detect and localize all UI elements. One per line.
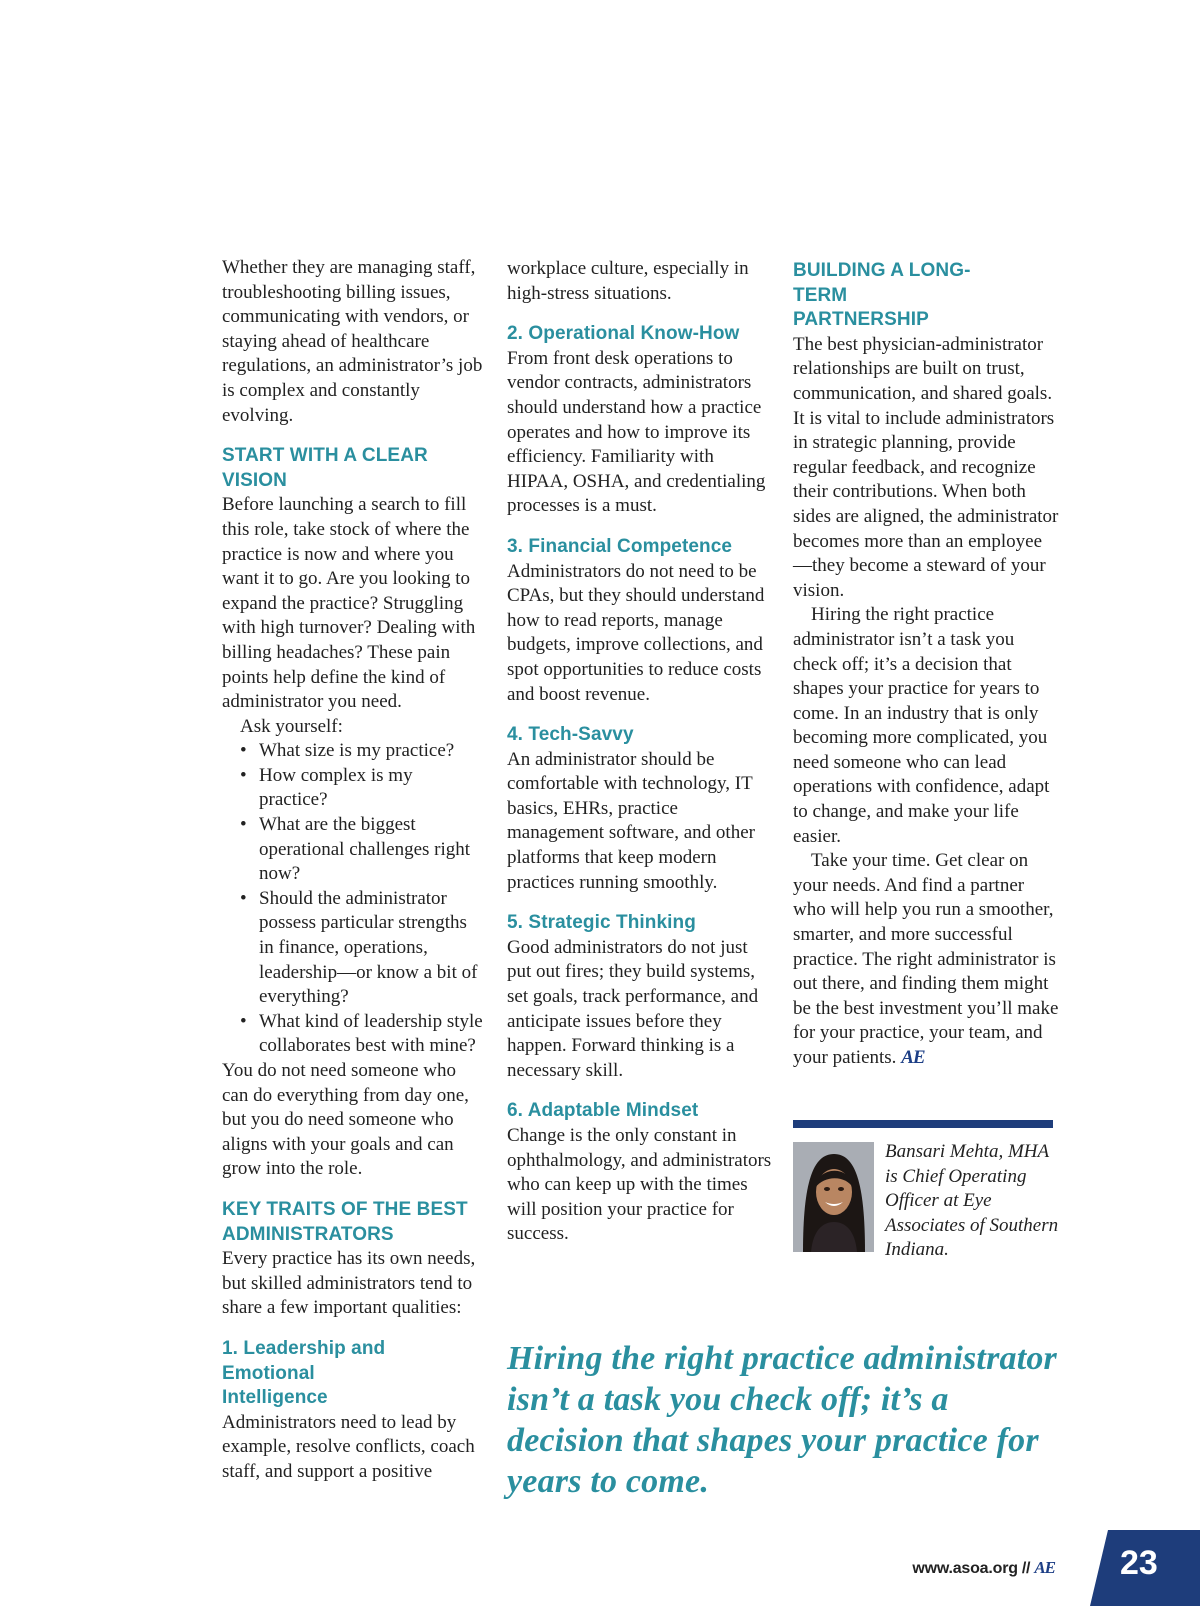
list-item: • What size is my practice? [240, 739, 484, 764]
list-item: • What kind of leadership style collaborates best with mine? [240, 1010, 484, 1059]
partnership-paragraph: The best physician-administrator relationships are built on trust, communication, and shared goals. It is vital to include administrators in strategic planning, provide regular feedback, and recognize their contributions. When both sides are aligned, the administrator becomes more than an employee—they become a steward of your vision. [793, 333, 1059, 601]
traits-heading: KEY TRAITS OF THE BEST ADMINISTRATORS [222, 1198, 468, 1245]
pull-quote: Hiring the right practice administrator isn’t a task you check off; it’s a decision that shapes your practice for years to come. [507, 1340, 1057, 1500]
author-portrait-icon [793, 1142, 874, 1252]
list-item: • Should the administrator possess particular strengths in finance, operations, leadership—or know a bit of everything? [240, 887, 484, 1010]
trait1-paragraph: Administrators need to lead by example, resolve conflicts, coach staff, and support a positive [222, 1411, 475, 1482]
column-3 [793, 259, 1059, 1071]
partnership-heading: BUILDING A LONG-TERM PARTNERSHIP [793, 260, 971, 331]
page-number-tab [1090, 1530, 1200, 1606]
author-photo [793, 1142, 874, 1252]
trait1-heading: 1. Leadership and Emotional Intelligence [222, 1337, 386, 1409]
trait6-paragraph: Change is the only constant in ophthalmology, and administrators who can keep up with the times will position your practice for success. [507, 1125, 772, 1245]
website-link[interactable]: www.asoa.org [912, 1560, 1018, 1577]
trait4-heading: 4. Tech-Savvy [507, 724, 634, 746]
vision-heading: START WITH A CLEAR VISION [222, 445, 428, 491]
trait6-heading: 6. Adaptable Mindset [507, 1100, 699, 1122]
trait5-paragraph: Good administrators do not just put out fires; they build systems, set goals, track performance, and anticipate issues before they happen. Forward thinking is a necessary skill. [507, 936, 759, 1081]
ask-yourself: Ask yourself: [240, 715, 343, 737]
footer-separator: // [1021, 1560, 1031, 1577]
author-bio: Bansari Mehta, MHA is Chief Operating Officer at Eye Associates of Southern Indiana. [885, 1141, 1059, 1261]
question-list [222, 739, 484, 1059]
footer-url [912, 1558, 1055, 1578]
hiring-paragraph: Hiring the right practice administrator isn’t a task you check off; it’s a decision that shapes your practice for years to come. In an industry that is only becoming more complicated, you need someone who can lead operations with confidence, adapt to change, and make your life easier. [793, 604, 1050, 847]
page-number: 23 [1120, 1544, 1158, 1582]
trait3-paragraph: Administrators do not need to be CPAs, but they should understand how to read reports, manage budgets, improve collections, and spot opportunities to reduce costs and boost revenue. [507, 560, 765, 705]
column-2 [507, 257, 775, 1247]
trait5-heading: 5. Strategic Thinking [507, 912, 696, 934]
footer-brand-logo: AE [1034, 1558, 1055, 1577]
traits-paragraph: Every practice has its own needs, but skilled administrators tend to share a few important qualities: [222, 1248, 476, 1319]
trait1-continued: workplace culture, especially in high-stress situations. [507, 258, 749, 304]
trait2-heading: 2. Operational Know-How [507, 323, 740, 345]
trait4-paragraph: An administrator should be comfortable with technology, IT basics, EHRs, practice management software, and other platforms that keep modern practices running smoothly. [507, 748, 755, 893]
closing-paragraph [793, 849, 1059, 1070]
intro-paragraph: Whether they are managing staff, troubleshooting billing issues, communicating with vendors, or staying ahead of healthcare regulations, an administrator’s job is complex and constantly evolving. [222, 257, 483, 426]
end-mark-logo: AE [901, 1047, 925, 1068]
column-1 [222, 256, 484, 1485]
author-divider [793, 1120, 1053, 1128]
need-paragraph: You do not need someone who can do everything from day one, but you do need someone who aligns with your goals and can grow into the role. [222, 1060, 469, 1180]
list-item: • What are the biggest operational challenges right now? [240, 813, 484, 887]
trait3-heading: 3. Financial Competence [507, 535, 733, 557]
list-item: • How complex is my practice? [240, 764, 484, 813]
vision-paragraph: Before launching a search to fill this role, take stock of where the practice is now and where you want it to go. Are you looking to expand the practice? Struggling with high turnover? Dealing with billing headaches? These pain points help define the kind of administrator you need. [222, 494, 476, 713]
closing-text: Take your time. Get clear on your needs. And find a partner who will help you run a smoother, smarter, and more successful practice. The right administrator is out there, and finding them might be the best investment you’ll make for your practice, your team, and your patients. [793, 850, 1059, 1068]
trait2-paragraph: From front desk operations to vendor contracts, administrators should understand how a practice operates and how to improve its efficiency. Familiarity with HIPAA, OSHA, and credentialing processes is a must. [507, 347, 766, 517]
